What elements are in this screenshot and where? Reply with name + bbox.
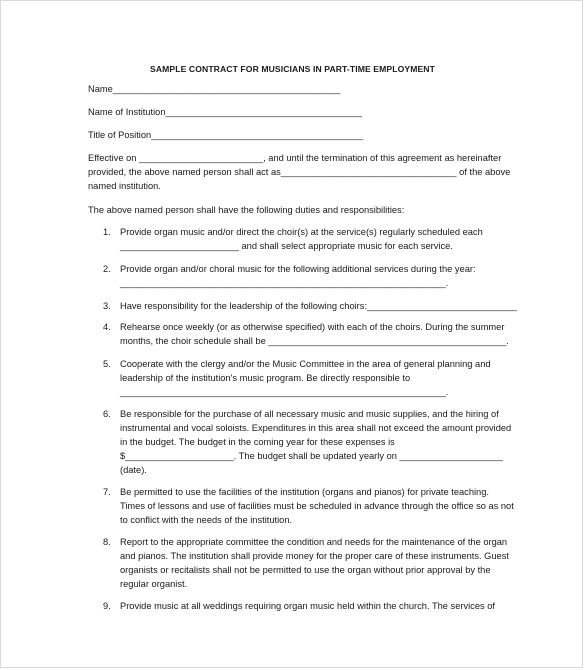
item-number-6: 6. — [103, 409, 111, 419]
item-6-line-1: Be responsible for the purchase of all necessary music and music supplies, and the hiring of — [120, 409, 499, 419]
item-6-line-4: $_____________________. The budget shall be updated yearly on ____________________ — [120, 451, 503, 461]
item-number-9: 9. — [103, 601, 111, 611]
item-number-4: 4. — [103, 322, 111, 332]
effective-line-2: provided, the above named person shall act as__________________________________ of the above — [88, 167, 511, 177]
item-5-line-2: leadership of the institution's music program. Be directly responsible to — [120, 373, 411, 383]
item-2-line-2: _______________________________________________________________. — [120, 278, 449, 288]
item-8-line-1: Report to the appropriate committee the condition and needs for the maintenance of the organ — [120, 537, 508, 547]
name-field: Name____________________________________________ — [88, 84, 341, 94]
item-number-7: 7. — [103, 487, 111, 497]
position-field: Title of Position_________________________________________ — [88, 130, 364, 140]
item-number-3: 3. — [103, 301, 111, 311]
item-4-line-2: months, the choir schedule shall be ______________________________________________. — [120, 336, 509, 346]
item-1-line-1: Provide organ music and/or direct the choir(s) at the service(s) regularly scheduled each — [120, 227, 483, 237]
item-7-line-2: Times of lessons and use of facilities must be scheduled in advance through the office so as not — [120, 501, 514, 511]
item-number-2: 2. — [103, 264, 111, 274]
institution-field: Name of Institution______________________________________ — [88, 107, 362, 117]
duties-intro: The above named person shall have the following duties and responsibilities: — [88, 205, 405, 215]
item-number-8: 8. — [103, 537, 111, 547]
item-8-line-4: regular organist. — [120, 579, 188, 589]
item-2-line-1: Provide organ and/or choral music for the following additional services during the year: — [120, 264, 476, 274]
effective-line-3: named institution. — [88, 181, 161, 191]
item-6-line-2: instrumental and vocal soloists. Expenditures in this area shall not exceed the amount provided — [120, 423, 512, 433]
item-6-line-5: (date). — [120, 465, 147, 475]
item-4-line-1: Rehearse once weekly (or as otherwise specified) with each of the choirs. During the summer — [120, 322, 505, 332]
effective-line-1: Effective on ________________________, and until the termination of this agreement as hereinafter — [88, 153, 502, 163]
item-number-1: 1. — [103, 227, 111, 237]
item-5-line-1: Cooperate with the clergy and/or the Music Committee in the area of general planning and — [120, 359, 491, 369]
item-7-line-3: to conflict with the needs of the institution. — [120, 515, 293, 525]
item-9-line-1: Provide music at all weddings requiring organ music held within the church. The services of — [120, 601, 495, 611]
item-3-line-1: Have responsibility for the leadership of the following choirs:_____________________________ — [120, 301, 517, 311]
document-title: SAMPLE CONTRACT FOR MUSICIANS IN PART-TIME EMPLOYMENT — [150, 64, 435, 74]
item-8-line-3: organists or recitalists shall not be permitted to use the organ without prior approval by the — [120, 565, 491, 575]
item-8-line-2: and pianos. The institution shall provide money for the proper care of these instruments. Guest — [120, 551, 509, 561]
item-1-line-2: _______________________ and shall select appropriate music for each service. — [120, 241, 453, 251]
item-6-line-3: in the budget. The budget in the coming year for these expenses is — [120, 437, 395, 447]
item-7-line-1: Be permitted to use the facilities of the institution (organs and pianos) for private teaching. — [120, 487, 489, 497]
item-number-5: 5. — [103, 359, 111, 369]
item-5-line-3: _______________________________________________________________. — [120, 387, 449, 397]
